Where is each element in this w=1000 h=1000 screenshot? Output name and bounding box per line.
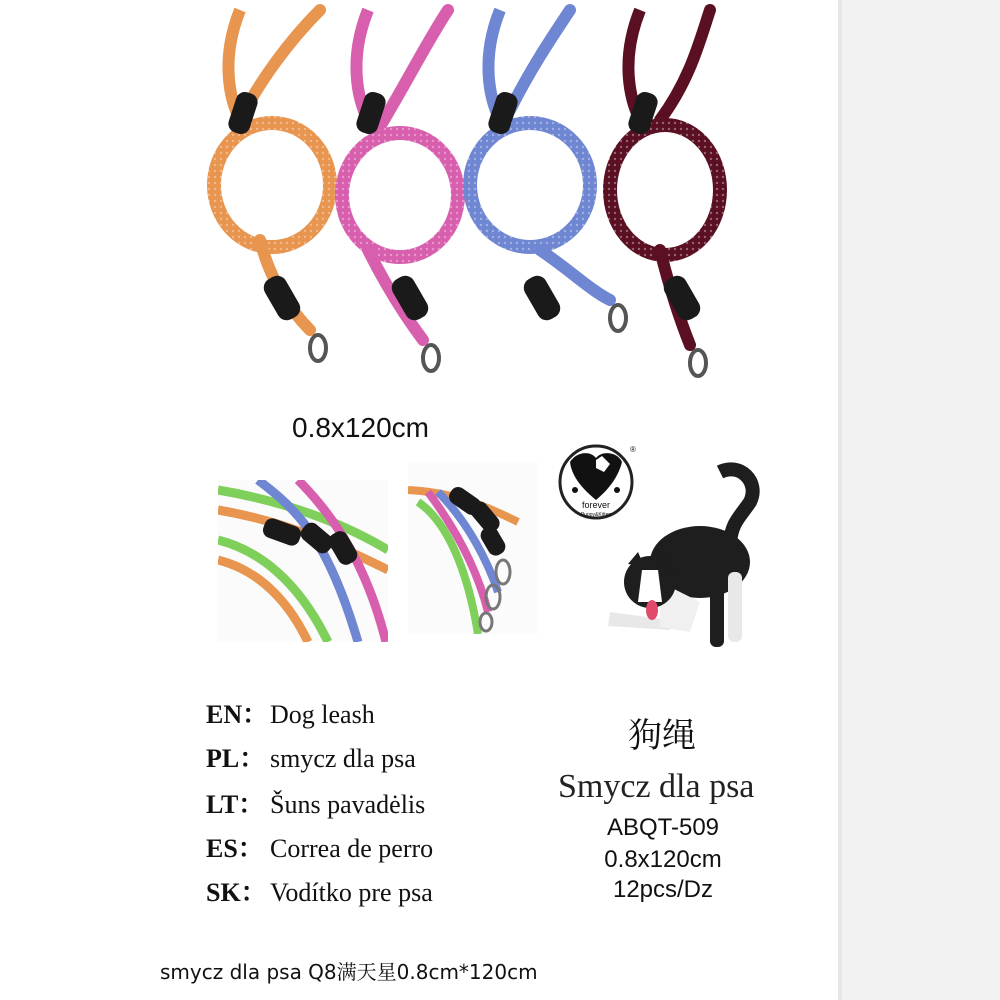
chinese-product-name: 狗绳	[628, 716, 696, 756]
lang-code-pl: PL：	[206, 744, 266, 773]
lang-name-sk: Vodítko pre psa	[270, 878, 433, 907]
brand-name: forever	[581, 500, 611, 510]
leash-detail-photo-1	[218, 480, 388, 642]
leash-detail-photo-2	[408, 462, 538, 634]
leash-3	[470, 10, 626, 331]
lang-code-es: ES：	[206, 834, 264, 863]
lang-code-en: EN：	[206, 700, 269, 729]
product-sku: ABQT-509	[606, 814, 720, 841]
leash-product-photo	[200, 0, 760, 400]
snap-hook-icon	[610, 305, 626, 331]
translation-es	[206, 828, 433, 865]
leash-1	[214, 10, 330, 361]
snap-hook-icon	[310, 335, 326, 361]
size-label-top: 0.8x120cm	[292, 412, 429, 443]
product-pack: 12pcs/Dz	[612, 876, 714, 903]
brand-tagline: Puppy&Kitten	[580, 512, 612, 518]
polish-product-name: Smycz dla psa	[558, 768, 755, 805]
translation-en	[206, 694, 375, 731]
leash-2	[342, 10, 458, 371]
lang-code-sk: SK：	[206, 878, 267, 907]
image-caption: smycz dla psa Q8满天星0.8cm*120cm	[160, 960, 538, 984]
lang-name-en: Dog leash	[270, 700, 375, 729]
sheet-edge	[838, 0, 842, 1000]
snap-hook-icon	[690, 350, 706, 376]
translation-sk	[206, 872, 433, 909]
lang-code-lt: LT：	[206, 790, 265, 819]
snap-hook-icon	[423, 345, 439, 371]
translation-lt	[206, 784, 425, 821]
registered-mark: ®	[630, 445, 636, 454]
lang-name-pl: smycz dla psa	[270, 744, 416, 773]
translation-pl	[206, 738, 416, 775]
lang-name-lt: Šuns pavadėlis	[270, 790, 426, 819]
border-collie-photo	[600, 462, 770, 662]
product-size: 0.8x120cm	[604, 846, 722, 873]
lang-name-es: Correa de perro	[270, 834, 434, 863]
